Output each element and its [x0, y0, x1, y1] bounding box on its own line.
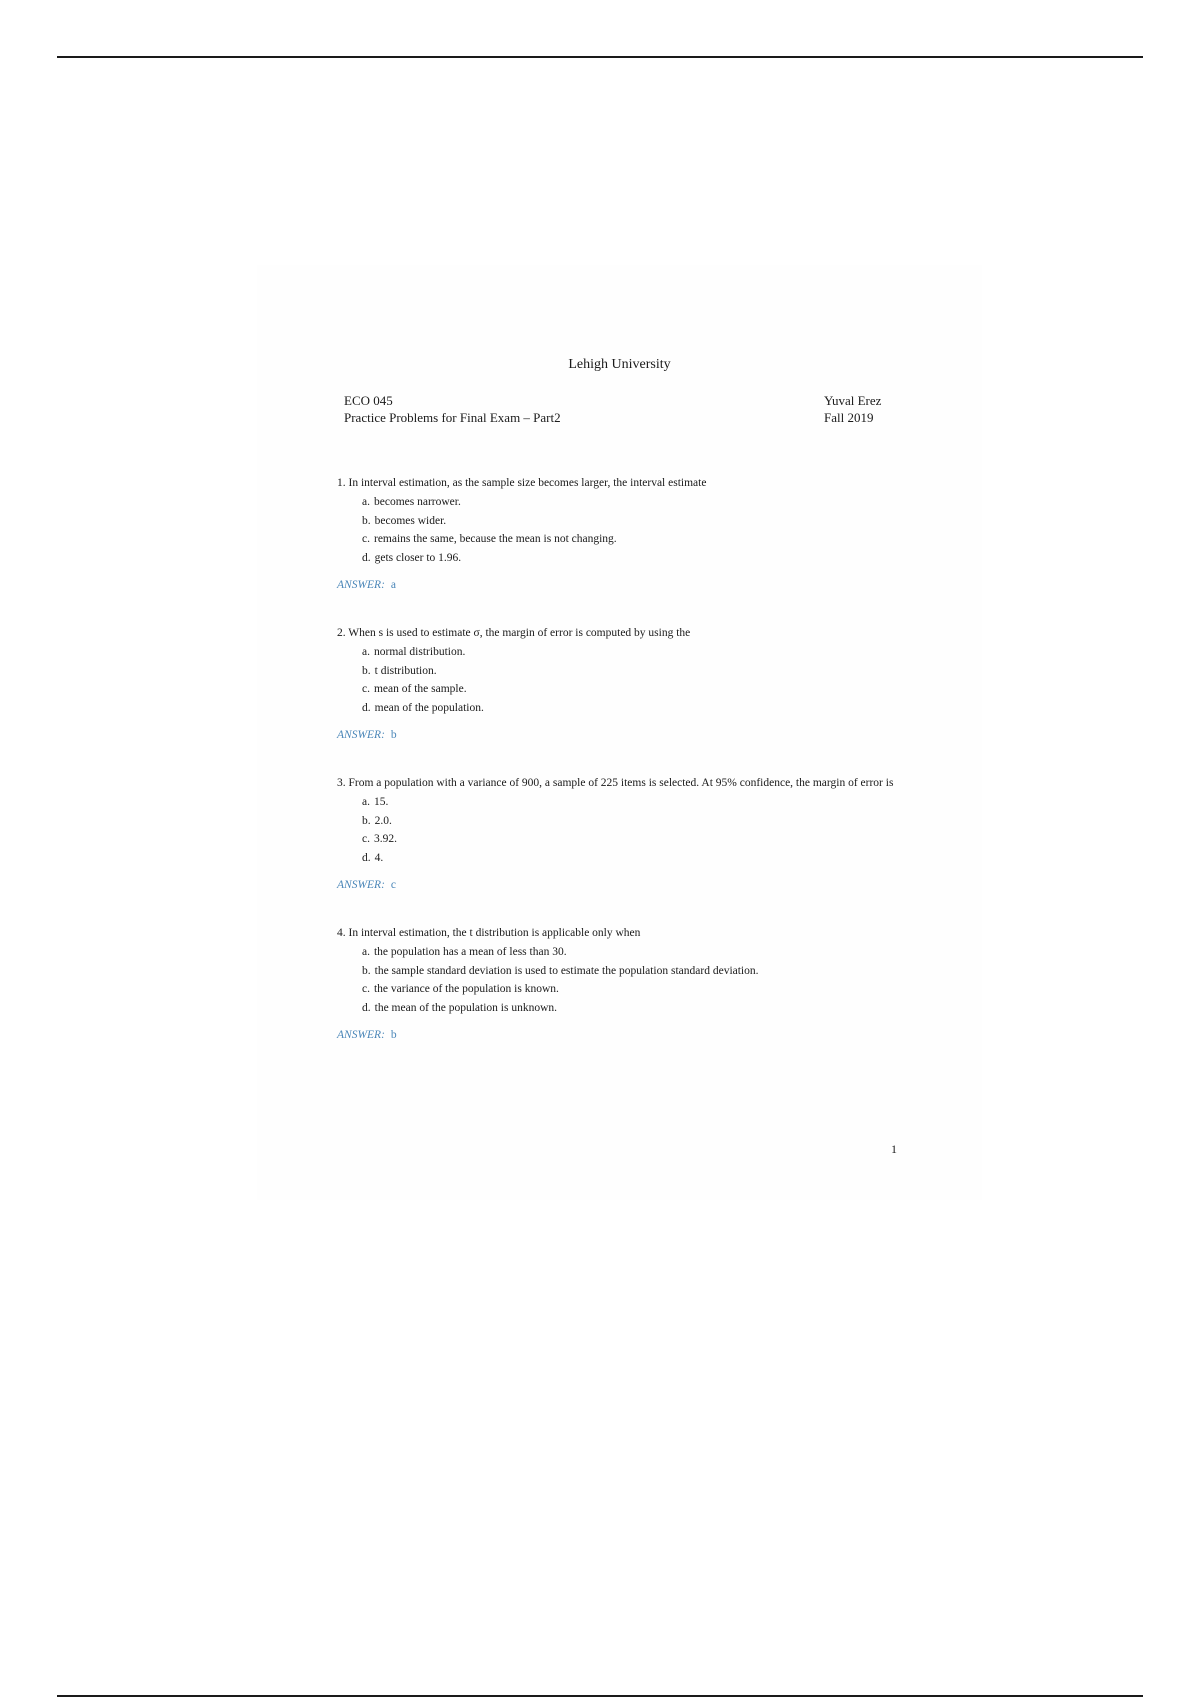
answer-line	[337, 579, 897, 591]
option-item	[362, 943, 897, 962]
answer-label: ANSWER:	[337, 729, 385, 741]
option-text: mean of the population.	[374, 701, 484, 714]
instructor-info	[824, 392, 881, 426]
option-item	[362, 793, 897, 812]
question-stem: 3. From a population with a variance of 900, a sample of 225 items is selected. At 95% confidence, the margin of error is	[337, 777, 894, 789]
option-text: 3.92.	[373, 833, 397, 845]
option-letter: d.	[362, 551, 371, 564]
document-subtitle: Practice Problems for Final Exam – Part2	[344, 410, 561, 425]
option-text: t distribution.	[374, 664, 437, 677]
option-text: the sample standard deviation is used to estimate the population standard deviation.	[374, 964, 759, 977]
option-letter: b.	[362, 814, 371, 827]
option-letter: c.	[362, 833, 370, 845]
answer-line	[337, 729, 897, 741]
option-letter: d.	[362, 1001, 371, 1014]
option-letter: a.	[362, 796, 370, 808]
option-list	[362, 793, 897, 867]
page-number: 1	[891, 1142, 897, 1156]
answer-value: b	[390, 1029, 397, 1041]
option-item	[362, 512, 897, 531]
answer-line	[337, 1029, 897, 1041]
option-text: 2.0.	[374, 814, 392, 827]
option-item	[362, 530, 897, 549]
option-item	[362, 662, 897, 681]
answer-label: ANSWER:	[337, 1029, 385, 1041]
question-stem: 1. In interval estimation, as the sample size becomes larger, the interval estimate	[337, 477, 707, 489]
option-item	[362, 849, 897, 868]
question-list	[337, 475, 897, 1075]
option-item	[362, 999, 897, 1018]
answer-label: ANSWER:	[337, 579, 385, 591]
option-text: becomes narrower.	[373, 496, 461, 508]
course-code: ECO 045	[344, 393, 393, 408]
answer-value: b	[390, 729, 397, 741]
question-stem: 4. In interval estimation, the t distribution is applicable only when	[337, 927, 641, 939]
question-3	[337, 775, 897, 891]
option-letter: b.	[362, 664, 371, 677]
option-letter: b.	[362, 964, 371, 977]
option-list	[362, 943, 897, 1017]
option-item	[362, 962, 897, 981]
option-list	[362, 493, 897, 567]
answer-value: a	[390, 579, 397, 591]
answer-line	[337, 879, 897, 891]
option-letter: b.	[362, 514, 371, 527]
option-text: the mean of the population is unknown.	[374, 1001, 557, 1014]
option-text: mean of the sample.	[373, 683, 467, 695]
university-name: Lehigh University	[568, 357, 671, 372]
option-item	[362, 699, 897, 718]
term: Fall 2019	[824, 410, 874, 425]
option-item	[362, 812, 897, 831]
question-stem: 2. When s is used to estimate σ, the margin of error is computed by using the	[337, 627, 691, 639]
option-letter: d.	[362, 851, 371, 864]
question-2	[337, 625, 897, 741]
answer-value: c	[390, 879, 397, 891]
option-item	[362, 643, 897, 662]
document-page	[257, 265, 982, 1200]
option-letter: a.	[362, 496, 370, 508]
option-letter: a.	[362, 646, 370, 658]
option-text: normal distribution.	[373, 646, 466, 658]
course-info	[344, 392, 561, 426]
option-item	[362, 980, 897, 999]
question-1	[337, 475, 897, 591]
instructor-name: Yuval Erez	[824, 393, 882, 408]
bottom-divider	[57, 1695, 1143, 1697]
option-item	[362, 680, 897, 699]
option-text: 15.	[373, 796, 389, 808]
option-letter: a.	[362, 946, 370, 958]
answer-label: ANSWER:	[337, 879, 385, 891]
option-text: 4.	[374, 851, 384, 864]
question-4	[337, 925, 897, 1041]
option-text: the variance of the population is known.	[373, 983, 559, 995]
option-letter: c.	[362, 983, 370, 995]
option-text: gets closer to 1.96.	[374, 551, 462, 564]
option-letter: c.	[362, 683, 370, 695]
option-item	[362, 549, 897, 568]
option-item	[362, 830, 897, 849]
option-text: the population has a mean of less than 30.	[373, 946, 567, 958]
top-divider	[57, 56, 1143, 58]
option-list	[362, 643, 897, 717]
option-letter: c.	[362, 533, 370, 545]
option-text: remains the same, because the mean is not changing.	[373, 533, 617, 545]
option-letter: d.	[362, 701, 371, 714]
option-item	[362, 493, 897, 512]
option-text: becomes wider.	[374, 514, 447, 527]
